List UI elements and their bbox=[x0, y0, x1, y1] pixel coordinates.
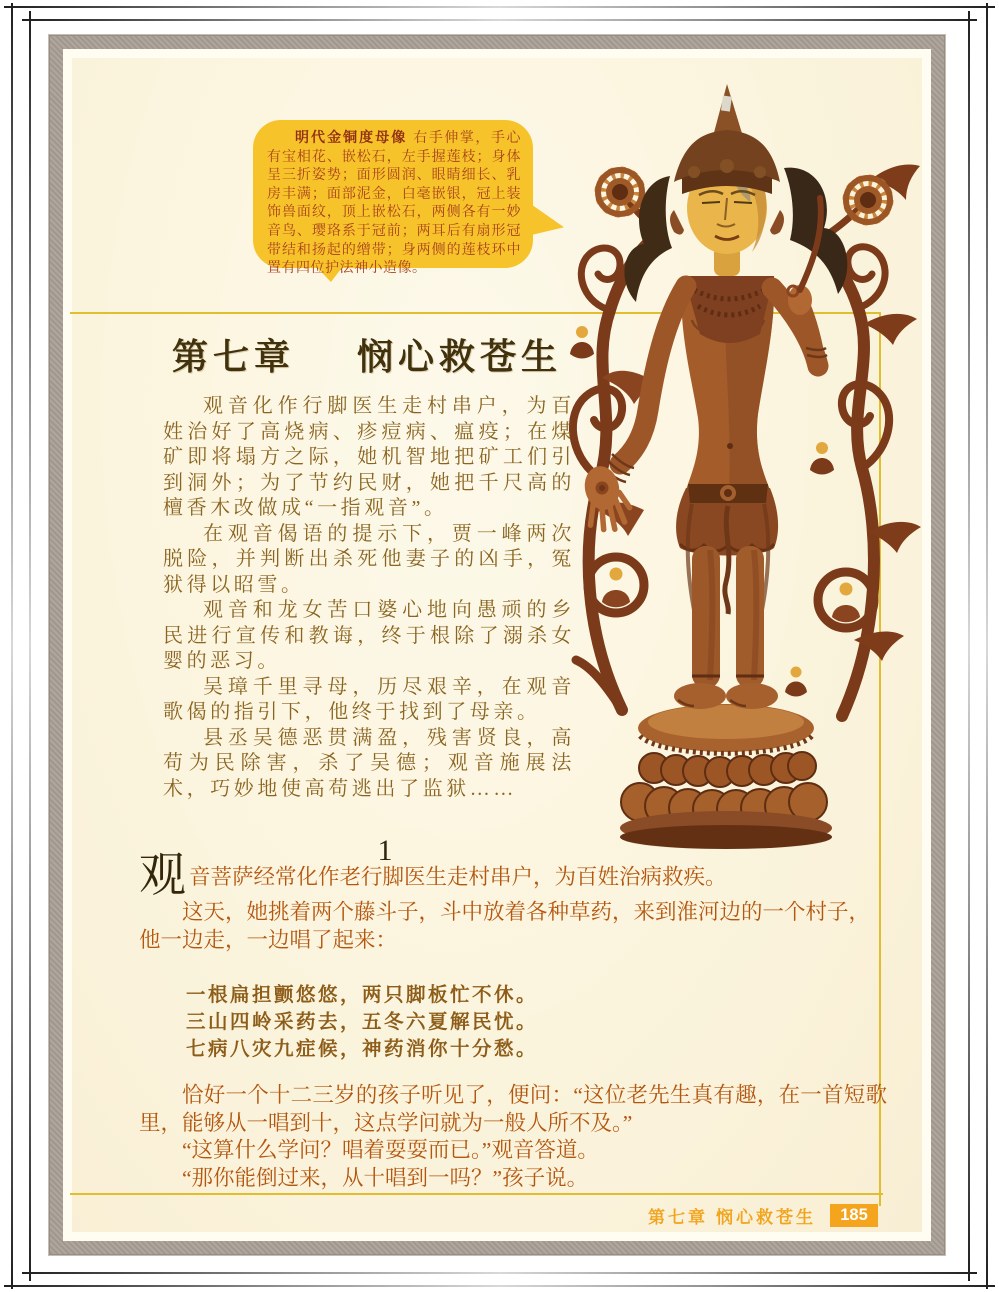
opening-paragraph bbox=[139, 850, 887, 902]
footer-title: 悯心救苍生 bbox=[716, 1208, 816, 1227]
lotus-base bbox=[620, 704, 832, 849]
chapter-number: 第七章 bbox=[172, 336, 296, 377]
chapter-heading bbox=[172, 329, 562, 380]
dialogue-paragraph: “这算什么学问？唱着耍耍而已。”观音答道。 bbox=[182, 1138, 599, 1162]
dialogue-block bbox=[139, 1082, 887, 1192]
guardian-figure bbox=[785, 667, 807, 697]
guardian-medallion bbox=[818, 572, 874, 628]
opening-text: 音菩萨经常化作老行脚医生走村串户，为百姓治病救疾。 bbox=[189, 865, 727, 889]
lead-paragraph: 这天，她挑着两个藤斗子，斗中放着各种草药，来到淮河边的一个村子，他一边走，一边唱了起来： bbox=[139, 900, 871, 952]
guardian-medallion bbox=[588, 557, 644, 613]
lotus-flower-right bbox=[846, 178, 890, 222]
verse-line: 三山四岭采药去，五冬六夏解民忧。 bbox=[186, 1012, 539, 1033]
statue-photo bbox=[524, 80, 934, 850]
bottom-rule bbox=[70, 1193, 883, 1195]
intro-paragraph: 观音和龙女苦口婆心地向愚顽的乡民进行宣传和教诲，终于根除了溺杀女婴的恶习。 bbox=[163, 599, 575, 672]
verse-line: 一根扁担颤悠悠，两只脚板忙不休。 bbox=[186, 985, 539, 1006]
statue-caption-callout bbox=[253, 120, 533, 277]
border-line bbox=[4, 6, 995, 8]
dialogue-paragraph: “那你能倒过来，从十唱到一吗？”孩子说。 bbox=[182, 1165, 589, 1190]
intro-column bbox=[163, 394, 575, 802]
statue-caption-title: 明代金铜度母像 bbox=[295, 131, 408, 146]
drop-cap: 观 bbox=[139, 850, 186, 902]
verse-block bbox=[186, 982, 538, 1063]
section-number: 1 bbox=[377, 834, 393, 867]
lotus-flower-left bbox=[598, 170, 642, 214]
border-line bbox=[22, 19, 977, 21]
border-line bbox=[4, 1285, 995, 1287]
dialogue-paragraph: 恰好一个十二三岁的孩子听见了，便问：“这位老先生真有趣，在一首短歌里，能够从一唱到十，这点学问就为一般人所不及。” bbox=[139, 1083, 887, 1135]
page-number-badge: 185 bbox=[830, 1204, 878, 1227]
intro-paragraph: 观音化作行脚医生走村串户，为百姓治好了高烧病、疹痘病、瘟疫；在煤矿即将塌方之际，她机智地把矿工们引到洞外；为了节约民财，她把千尺高的檀香木改做成“一指观音”。 bbox=[163, 395, 575, 519]
statue-caption-text bbox=[267, 130, 521, 279]
border-line bbox=[968, 11, 970, 1281]
border-line bbox=[29, 11, 31, 1281]
intro-paragraph: 吴璋千里寻母，历尽艰辛，在观音歌偈的指引下，他终于找到了母亲。 bbox=[163, 675, 575, 723]
border-line bbox=[22, 1272, 977, 1274]
page-footer bbox=[0, 1203, 878, 1228]
intro-paragraph: 在观音偈语的提示下，贾一峰两次脱险，并判断出杀死他妻子的凶手，冤狱得以昭雪。 bbox=[163, 522, 575, 596]
footer-chapter: 第七章 bbox=[648, 1208, 708, 1227]
verse-line: 七病八灾九症候，神药消你十分愁。 bbox=[186, 1039, 539, 1060]
opening-block bbox=[139, 850, 887, 954]
guardian-figure bbox=[570, 326, 594, 359]
intro-paragraph: 县丞吴德恶贯满盈，残害贤良，高苟为民除害，杀了吴德；观音施展法术，巧妙地使高苟逃出了监狱…… bbox=[163, 726, 575, 800]
border-line bbox=[11, 3, 13, 1289]
chapter-title: 悯心救苍生 bbox=[357, 336, 563, 377]
running-title bbox=[640, 1203, 816, 1228]
guardian-figure bbox=[810, 442, 834, 475]
statue-caption-body: 右手伸掌，手心有宝相花、嵌松石，左手握莲枝；身体呈三折姿势；面形圆润、眼睛细长、乳房丰满；面部泥金，白毫嵌银，冠上装饰兽面纹，顶上嵌松石，两侧各有一妙音鸟、璎珞系于冠前；两耳后有扇形冠带结和扬起的缯带；身两侧的莲枝环中置有四位护法神小造像。 bbox=[267, 131, 522, 277]
border-line bbox=[986, 3, 988, 1289]
